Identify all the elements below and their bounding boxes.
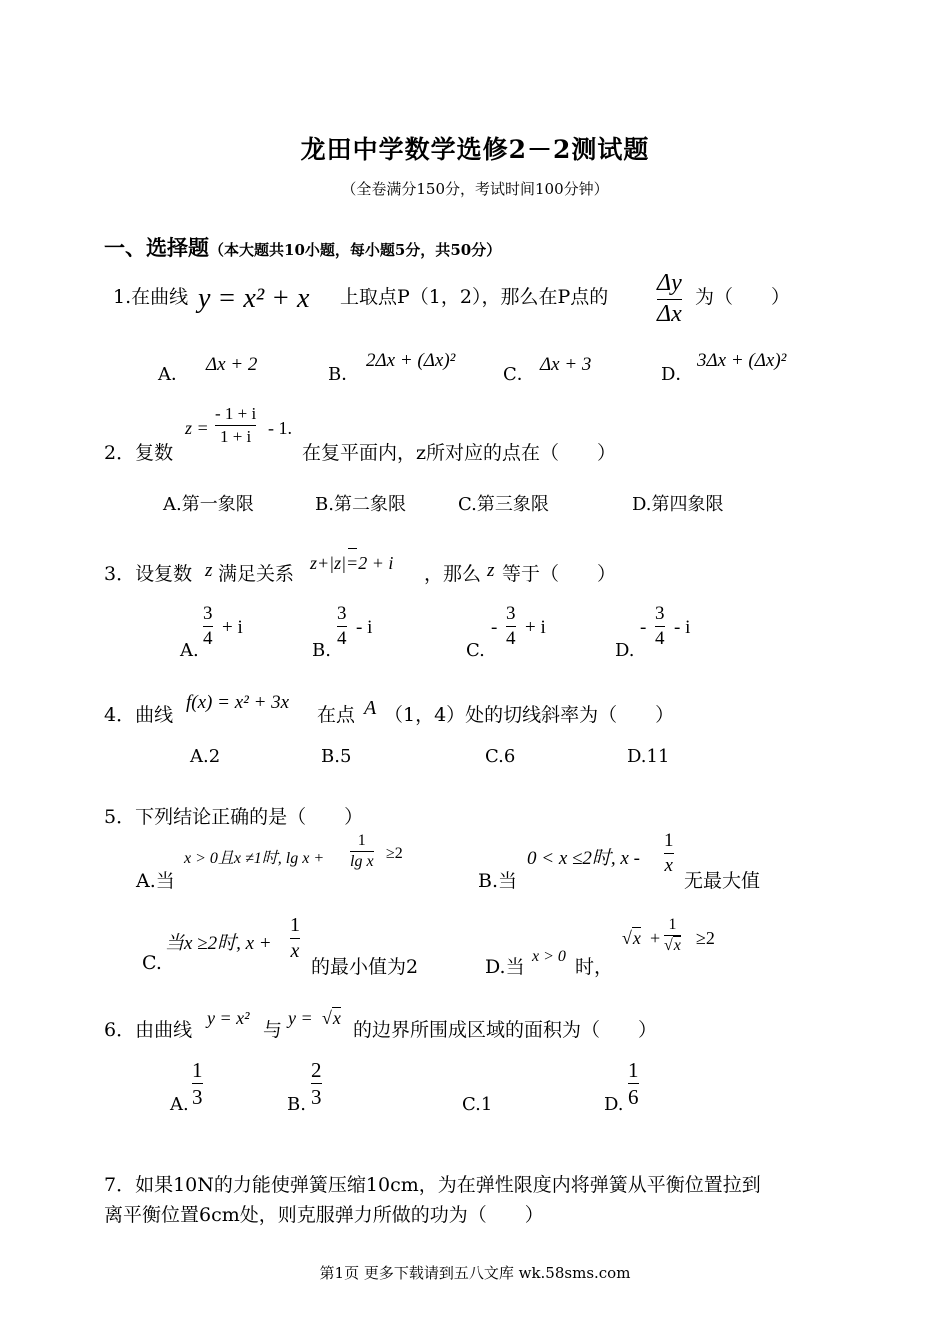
q3-option-d-label: D.	[615, 640, 635, 661]
q3-option-d-sign: -	[640, 617, 647, 638]
q3-option-a-label: A.	[180, 640, 199, 661]
q5-d-num: 1	[668, 916, 677, 933]
q1-option-d-label: D．	[661, 364, 694, 385]
q5-c-num: 1	[290, 914, 300, 936]
q2-option-d: D.第四象限	[632, 494, 724, 515]
q5-b-tail: 无最大值	[684, 870, 761, 892]
q1-post: 为（ ）	[695, 286, 791, 308]
q5-a-tail: ≥2	[386, 845, 403, 862]
q3-post1: ，那么	[424, 563, 482, 585]
q1-mid: 上取点P（1，2），那么在P点的	[340, 286, 609, 308]
q1-option-b-label: B．	[328, 364, 360, 385]
q3-formula: z+|z|=2 + i	[310, 553, 394, 573]
q3-option-b-frac	[337, 603, 347, 650]
q1-formula: y = x² + x	[198, 283, 310, 314]
q5-d-sqrt-a: √x	[622, 928, 641, 948]
q5-d-frac	[664, 916, 681, 956]
q2-tail: - 1.	[268, 418, 292, 438]
q7-line-1: 7．如果10N的力能使弹簧压缩10cm，为在弹性限度内将弹簧从平衡位置拉到	[104, 1174, 761, 1196]
q6-a-num: 1	[192, 1058, 203, 1082]
q6-d-num: 1	[628, 1058, 639, 1082]
q3-var-2: z	[487, 560, 495, 581]
q5-d-cond: x > 0	[532, 948, 566, 965]
q5-c-frac	[290, 914, 300, 963]
q3-b-num: 3	[337, 603, 347, 624]
q1-option-c-label: C．	[503, 364, 535, 385]
q5-b-label: B.当	[478, 870, 518, 892]
q3-conjugate-bar	[348, 548, 357, 549]
q6-option-b-frac	[311, 1058, 322, 1109]
q2-fraction	[215, 404, 256, 446]
q6-curve-2-sqrt: √x	[322, 1008, 341, 1028]
q5-d-plus: +	[650, 928, 661, 948]
q6-option-d-frac	[628, 1058, 639, 1109]
page-subtitle: （全卷满分150分，考试时间100分钟）	[341, 180, 609, 198]
q6-curve-1: y = x²	[207, 1008, 250, 1028]
q2-frac-den: 1 + i	[219, 426, 252, 446]
q6-option-b-label: B.	[287, 1094, 306, 1115]
q4-mid: 在点	[317, 704, 356, 726]
q6-option-c: C.1	[462, 1094, 493, 1115]
q2-post: 在复平面内，z所对应的点在（ ）	[302, 442, 617, 464]
q6-option-a-label: A.	[170, 1094, 189, 1115]
q3-option-c-tail: + i	[525, 617, 546, 638]
q3-option-b-tail: - i	[356, 617, 373, 638]
q1-frac-num: Δy	[657, 270, 682, 296]
q5-stem: 5．下列结论正确的是（ ）	[104, 806, 364, 828]
q1-option-b-expr: 2Δx + (Δx)²	[366, 350, 456, 371]
q3-option-b-label: B.	[312, 640, 331, 661]
section-heading	[104, 232, 501, 262]
q5-a-label: A.当	[136, 870, 175, 892]
q3-option-a-tail: + i	[222, 617, 243, 638]
q4-option-a: A.2	[190, 746, 221, 767]
q6-mid: 与	[263, 1019, 283, 1041]
q3-option-c-frac	[506, 603, 516, 650]
q3-c-den: 4	[506, 627, 516, 649]
q1-option-a-expr: Δx + 2	[206, 354, 258, 375]
q4-formula: f(x) = x² + 3x	[186, 692, 290, 713]
q1-fraction	[657, 270, 682, 328]
q6-a-den: 3	[192, 1085, 203, 1110]
q1-frac-den: Δx	[657, 300, 682, 327]
q3-c-num: 3	[506, 603, 516, 624]
q3-post2: 等于（ ）	[502, 563, 617, 585]
q3-pre: 3．设复数	[104, 563, 193, 585]
q2-pre: 2．复数	[104, 442, 174, 464]
q3-a-num: 3	[203, 603, 213, 624]
q4-point: A	[364, 697, 377, 719]
q3-mid: 满足关系	[218, 563, 295, 585]
q2-option-c: C.第三象限	[458, 494, 549, 515]
q5-a-den: lg x	[350, 853, 374, 871]
q5-d-radicand: x	[632, 928, 641, 948]
q6-option-a-frac	[192, 1058, 203, 1109]
q6-curve-2-radicand: x	[332, 1008, 341, 1028]
q4-option-b: B.5	[321, 746, 352, 767]
q4-option-d: D.11	[627, 746, 670, 767]
q5-d-den-radicand: x	[673, 937, 681, 955]
q5-d-label: D.当	[485, 956, 525, 978]
q3-var-1: z	[205, 560, 213, 581]
q4-option-c: C.6	[485, 746, 516, 767]
q3-option-c-sign: -	[491, 617, 498, 638]
q3-a-den: 4	[203, 627, 213, 649]
q5-c-den: x	[290, 940, 300, 962]
page-title: 龙田中学数学选修2－2测试题	[300, 135, 650, 164]
q6-post: 的边界所围成区域的面积为（ ）	[353, 1019, 658, 1041]
q2-option-b: B.第二象限	[315, 494, 406, 515]
q1-option-c-expr: Δx + 3	[540, 354, 592, 375]
section-heading-text: 一、选择题	[104, 235, 209, 260]
q5-b-frac	[664, 830, 674, 877]
q5-c-tail: 的最小值为2	[311, 956, 419, 978]
q5-d-tail: ≥2	[696, 928, 715, 948]
q3-option-d-tail: - i	[674, 617, 691, 638]
q6-d-den: 6	[628, 1085, 639, 1110]
q3-option-c-label: C.	[466, 640, 485, 661]
q5-b-formula: 0 < x ≤2时, x -	[527, 848, 640, 869]
q7-line-2: 离平衡位置6cm处，则克服弹力所做的功为（ ）	[104, 1204, 544, 1226]
q6-pre: 6．由曲线	[104, 1019, 193, 1041]
q6-curve-2a: y =	[288, 1008, 313, 1028]
q6-option-d-label: D.	[604, 1094, 624, 1115]
q2-frac-num: - 1 + i	[215, 404, 257, 423]
q1-option-a-label: A．	[158, 364, 189, 385]
page-footer: 第1页 更多下载请到五八文库 wk.58sms.com	[319, 1264, 631, 1282]
q5-c-formula: 当x ≥2时, x +	[165, 933, 272, 954]
q5-d-den: √x	[664, 937, 681, 955]
q5-b-num: 1	[664, 830, 674, 851]
q3-option-a-frac	[203, 603, 213, 650]
q5-a-num: 1	[357, 832, 366, 849]
q5-a-formula: x > 0且x ≠1时, lg x +	[184, 850, 325, 867]
q5-c-label: C.	[142, 952, 162, 974]
q4-post: （1，4）处的切线斜率为（ ）	[384, 704, 675, 726]
q4-pre: 4．曲线	[104, 704, 174, 726]
q6-b-num: 2	[311, 1058, 322, 1082]
q3-d-num: 3	[655, 603, 665, 624]
q5-d-mid: 时，	[575, 956, 614, 978]
q2-z-eq: z =	[185, 418, 209, 438]
q2-option-a: A.第一象限	[163, 494, 254, 515]
q3-b-den: 4	[337, 627, 347, 649]
q5-a-frac	[350, 832, 374, 872]
q5-b-den: x	[664, 854, 673, 876]
q6-b-den: 3	[311, 1085, 322, 1110]
q1-option-d-expr: 3Δx + (Δx)²	[697, 350, 787, 371]
q3-option-d-frac	[655, 603, 665, 650]
q3-d-den: 4	[655, 627, 665, 649]
q1-pre: 1.在曲线	[113, 286, 189, 308]
section-heading-note: （本大题共10小题，每小题5分，共50分）	[209, 241, 502, 259]
